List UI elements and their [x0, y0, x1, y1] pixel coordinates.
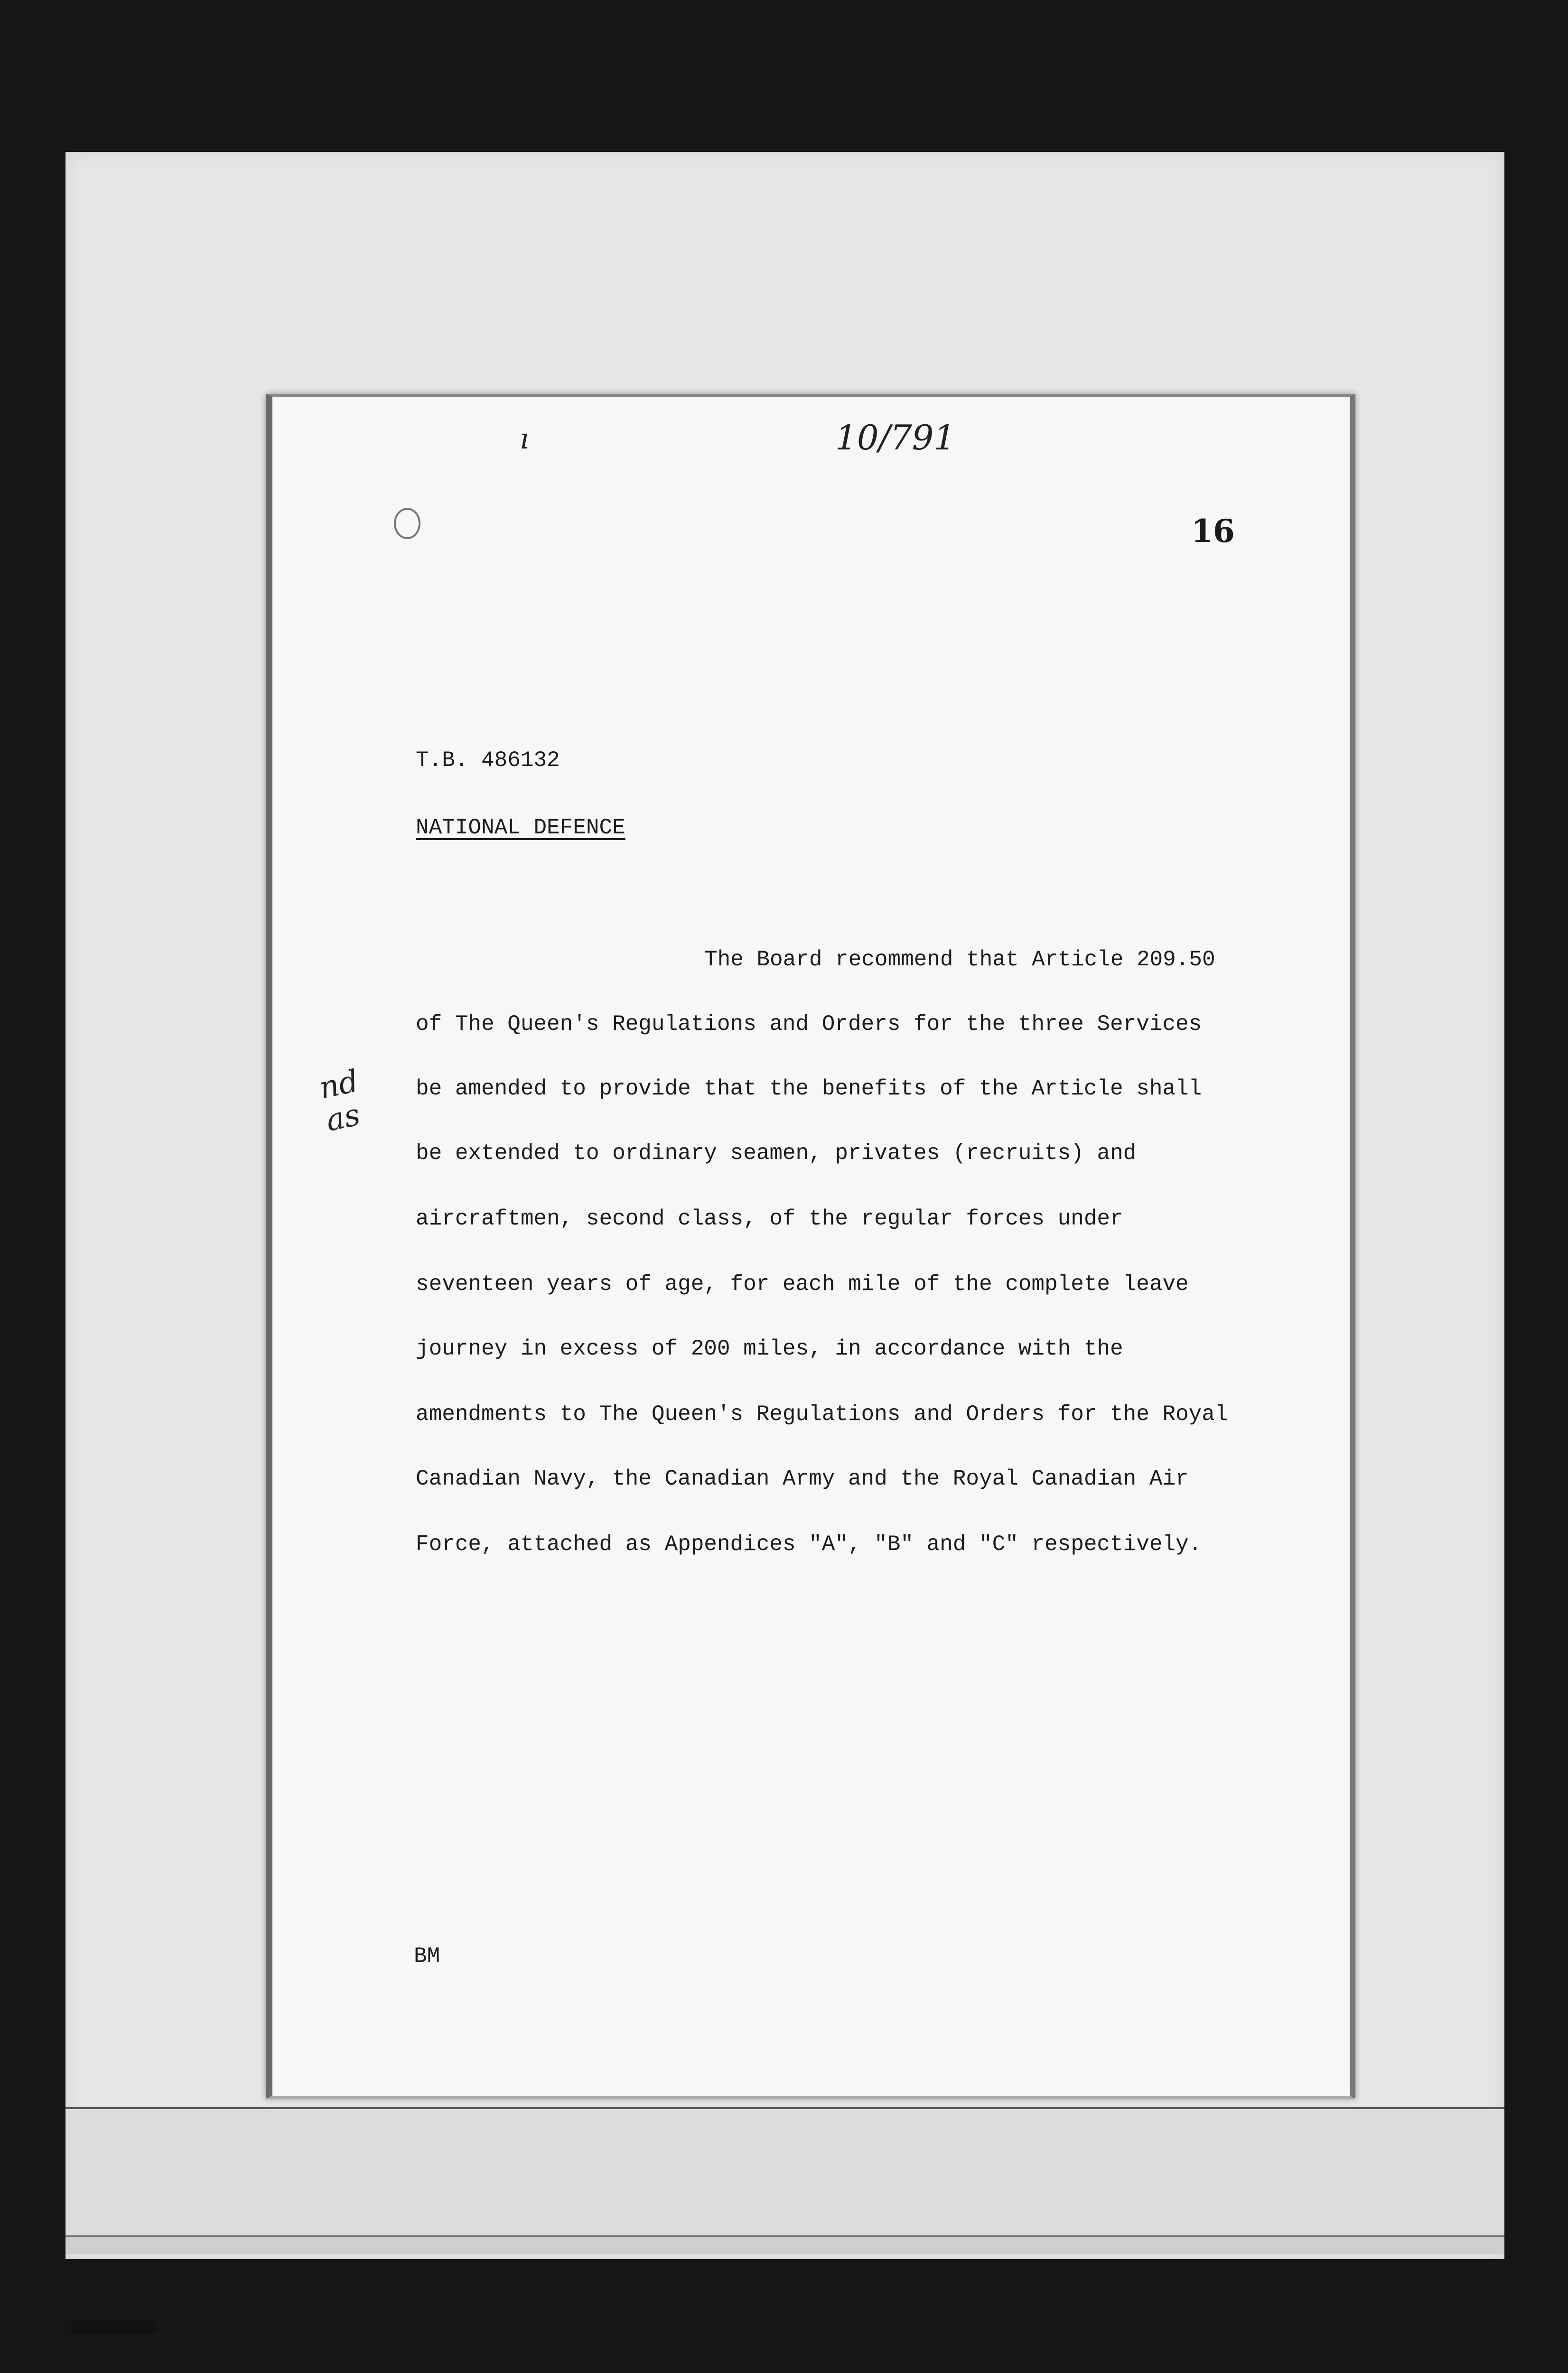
body-line-10: Force, attached as Appendices "A", "B" and "C" respectively.: [416, 1532, 1202, 1557]
margin-note-line-2: as: [323, 1097, 364, 1139]
body-line-9: Canadian Navy, the Canadian Army and the Royal Canadian Air: [416, 1467, 1189, 1491]
margin-note-line-1: nd: [316, 1064, 362, 1106]
body-line-5: aircraftmen, second class, of the regular forces under: [416, 1206, 1123, 1231]
backing-strip: [65, 2235, 1504, 2254]
document-heading: NATIONAL DEFENCE: [416, 815, 625, 840]
body-line-8: amendments to The Queen's Regulations and Orders for the Royal: [416, 1402, 1228, 1427]
body-line-3: be amended to provide that the benefits of the Article shall: [416, 1076, 1202, 1101]
handwritten-page-reference: 10/791: [835, 418, 956, 458]
body-line-7: journey in excess of 200 miles, in accordance with the: [416, 1336, 1123, 1361]
document-reference: T.B. 486132: [416, 748, 560, 773]
backing-lower-band: [65, 2107, 1504, 2252]
body-line-6: seventeen years of age, for each mile of the complete leave: [416, 1272, 1189, 1297]
body-line-4: be extended to ordinary seamen, privates (recruits) and: [416, 1141, 1137, 1166]
body-line-1: The Board recommend that Article 209.50: [704, 947, 1215, 972]
punch-hole: [394, 508, 420, 539]
page-number: 16: [1191, 513, 1235, 550]
body-line-2: of The Queen's Regulations and Orders for the three Services: [416, 1012, 1202, 1037]
typist-initials: BM: [414, 1944, 440, 1969]
handwritten-tick: ı: [520, 422, 529, 456]
film-edge-mark: [71, 2321, 157, 2334]
document-sheet: [266, 394, 1355, 2099]
